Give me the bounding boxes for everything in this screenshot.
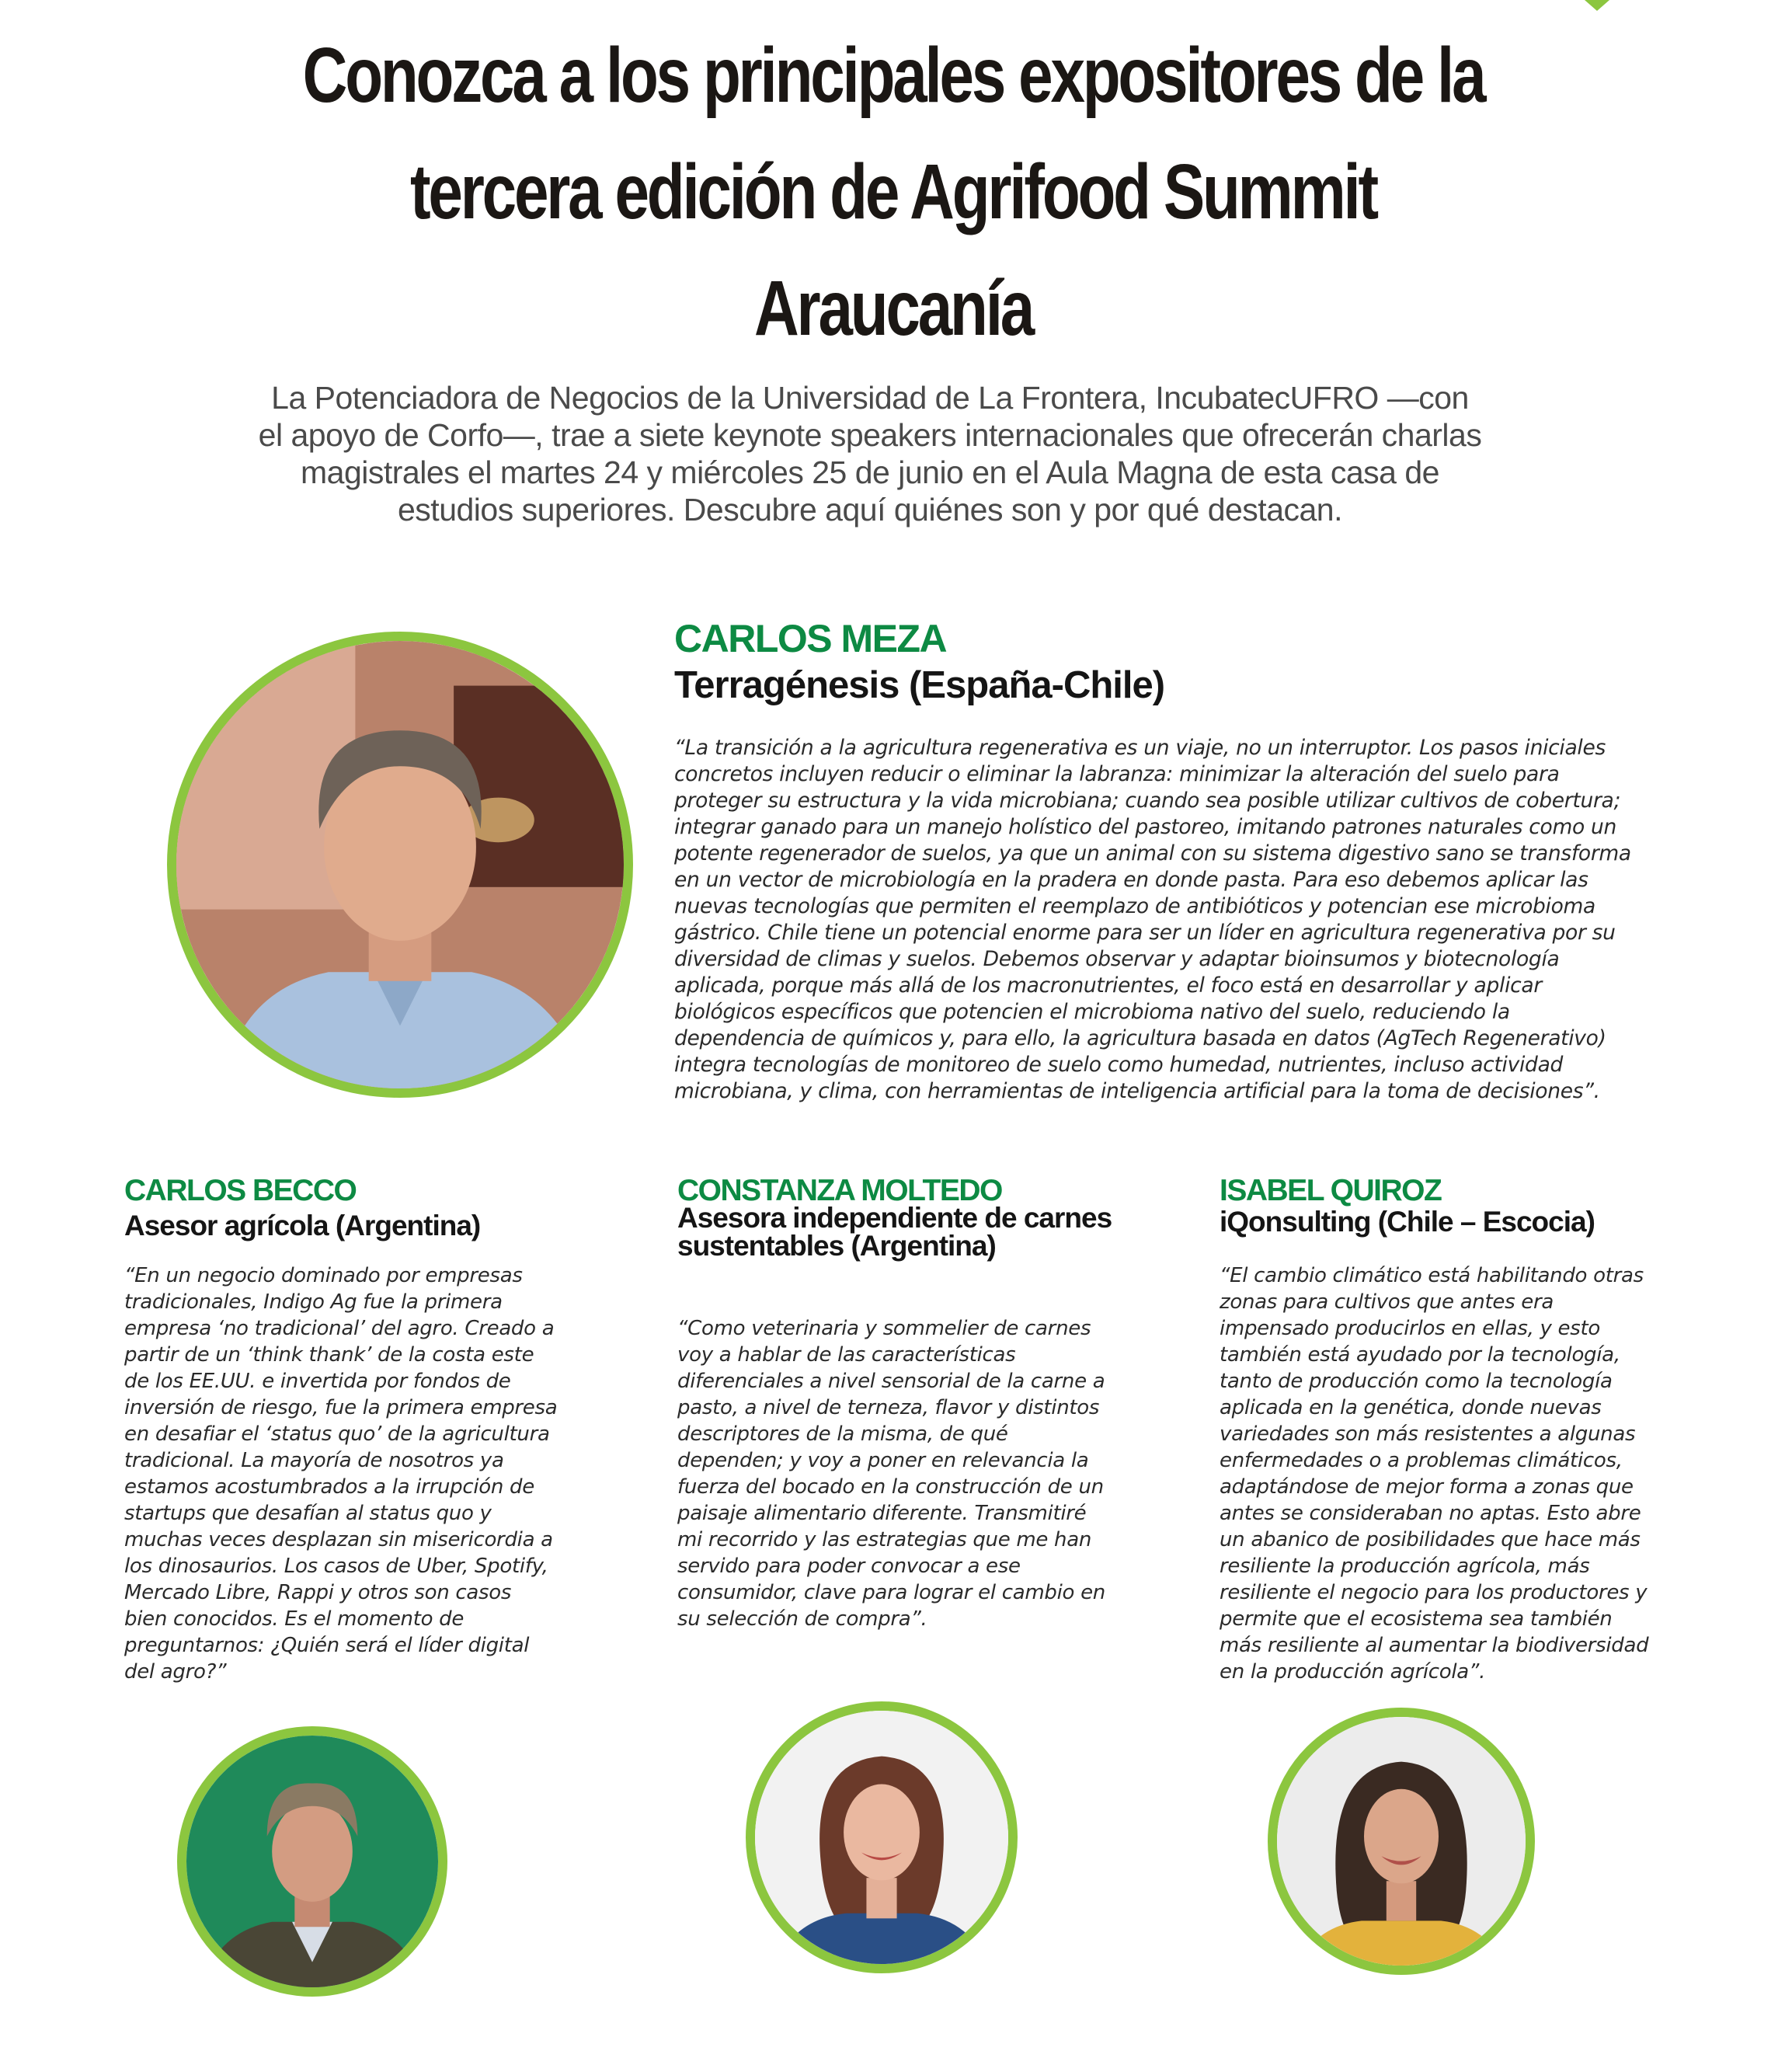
speaker-org-isabel-quiroz: iQonsulting (Chile – Escocia)	[1220, 1206, 1595, 1238]
speaker-org-carlos-meza: Terragénesis (España-Chile)	[674, 664, 1165, 706]
photo-isabel-quiroz	[1268, 1708, 1535, 1975]
photo-carlos-becco	[177, 1726, 447, 1997]
speaker-quote-constanza-moltedo: “Como veterinaria y sommelier de carnes voy a hablar de las características diferenciales a nivel sensorial de la carne a pasto, a nivel de terneza, flavor y distintos descriptores de la misma, de qué dependen; y voy a poner en relevancia la fuerza del bocado en la construcción de un paisaje alimentario diferente. Transmitiré mi recorrido y las estrategias que me han servido para poder convocar a ese consumidor, clave para lograr el cambio en su selección de compra”.	[677, 1317, 1105, 1631]
speaker-quote-carlos-becco: “En un negocio dominado por empresas tradicionales, Indigo Ag fue la primera empresa ‘no tradicional’ del agro. Creado a partir de un ‘think thank’ de la costa este de los EE.UU. e invertida por fondos de inversión de riesgo, fue la primera empresa en desafiar el ‘status quo’ de la agricultura tradicional. La mayoría de nosotros ya estamos acostumbrados a la irrupción de startups que desafían al status quo y muchas veces desplazan sin misericordia a los dinosaurios. Los casos de Uber, Spotify, Mercado Libre, Rappi y otros son casos bien conocidos. Es el momento de preguntarnos: ¿Quién será el líder digital del agro?”	[124, 1264, 558, 1684]
corner-triangle-mark	[1585, 0, 1609, 11]
photo-constanza-moltedo	[746, 1701, 1018, 1973]
speaker-name-isabel-quiroz: ISABEL QUIROZ	[1220, 1174, 1442, 1207]
headline: Conozca a los principales expositores de la tercera edición de Agrifood Summit Araucanía	[302, 32, 1484, 352]
deck: La Potenciadora de Negocios de la Universidad de La Frontera, IncubatecUFRO —con el apoyo de Corfo—, trae a siete keynote speakers internacionales que ofrecerán charlas magistrales el martes 24 y miércoles 25 de junio en el Aula Magna de esta casa de estudios superiores. Descubre aquí quiénes son y por qué destacan.	[258, 380, 1482, 528]
speaker-org-carlos-becco: Asesor agrícola (Argentina)	[124, 1210, 481, 1241]
speaker-name-constanza-moltedo: CONSTANZA MOLTEDO	[677, 1174, 1002, 1207]
speaker-org-constanza-moltedo: Asesora independiente de carnes sustentables (Argentina)	[677, 1202, 1112, 1262]
speaker-quote-carlos-meza: “La transición a la agricultura regenerativa es un viaje, no un interruptor. Los pasos iniciales concretos incluyen reducir o eliminar la labranza: minimizar la alteración del suelo para proteger su estructura y la vida microbiana; cuando sea posible utilizar cultivos de cobertura; integrar ganado para un manejo holístico del pastoreo, imitando patrones naturales como un potente regenerador de suelos, ya que un animal con su sistema digestivo sano se transforma en un vector de microbiología en la pradera en donde pasta. Para eso debemos aplicar las nuevas tecnologías que permiten el reemplazo de antibióticos y potencian ese microbioma gástrico. Chile tiene un potencial enorme para ser un líder en agricultura regenerativa por su diversidad de climas y suelos. Debemos observar y adaptar bioinsumos y biotecnología aplicada, porque más allá de los macronutrientes, el foco está en desarrollar y aplicar biológicos específicos que potencien el microbioma nativo del suelo, reduciendo la dependencia de químicos y, para ello, la agricultura basada en datos (AgTech Regenerativo) integra tecnologías de monitoreo de suelo como humedad, nutrientes, incluso actividad microbiana, y clima, con herramientas de inteligencia artificial para la toma de decisiones”.	[674, 736, 1631, 1103]
speaker-name-carlos-meza: CARLOS MEZA	[674, 617, 947, 660]
photo-carlos-meza	[167, 632, 633, 1098]
speaker-name-carlos-becco: CARLOS BECCO	[124, 1174, 357, 1207]
speaker-quote-isabel-quiroz: “El cambio climático está habilitando otras zonas para cultivos que antes era impensado producirlos en ellas, y esto también está ayudado por la tecnología, tanto de producción como la tecnología aplicada en la genética, donde nuevas variedades son más resistentes a algunas enfermedades o a problemas climáticos, adaptándose de mejor forma a zonas que antes se consideraban no aptas. Esto abre un abanico de posibilidades que hace más resiliente la producción agrícola, más resiliente el negocio para los productores y permite que el ecosistema sea también más resiliente al aumentar la biodiversidad en la producción agrícola”.	[1220, 1264, 1649, 1684]
